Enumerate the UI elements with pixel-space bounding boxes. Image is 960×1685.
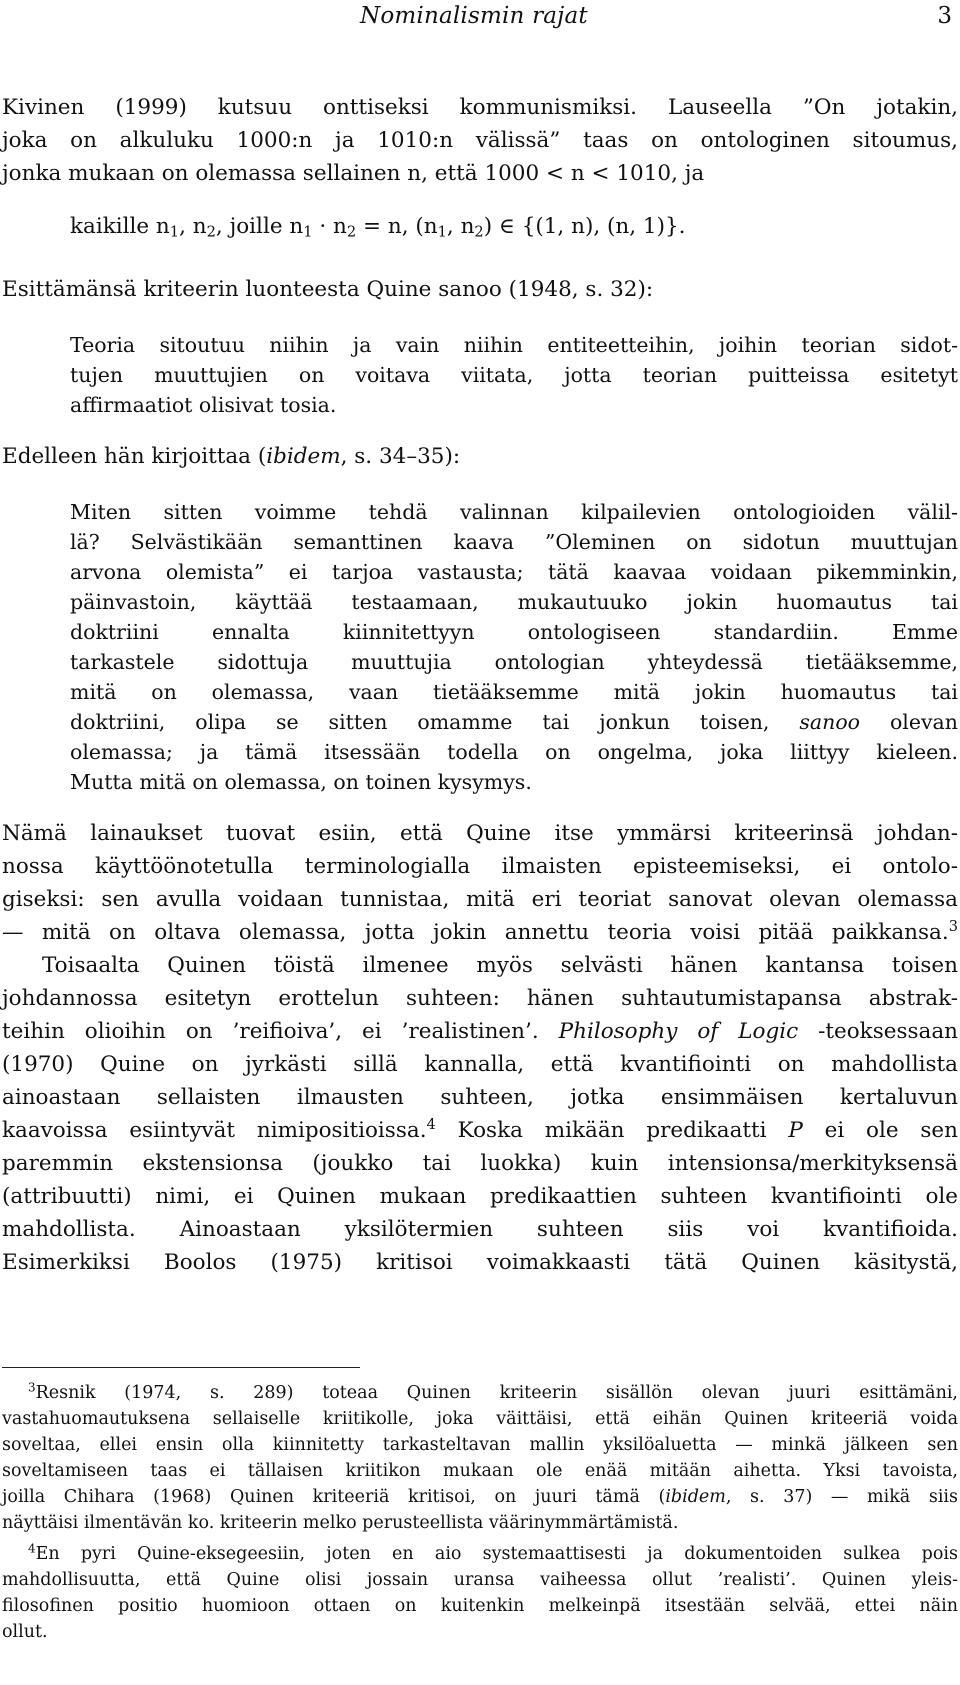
- formula-subscript: 1: [303, 223, 313, 241]
- footnote-line: näyttäisi ilmentävän ko. kriteerin melko perusteellista väärinymmärtämistä.: [2, 1513, 679, 1533]
- text-line: [2, 1019, 958, 1044]
- text-line: Esittämänsä kriteerin luonteesta Quine sanoo (1948, s. 32):: [2, 277, 654, 302]
- text-line: Kivinen (1999) kutsuu onttiseksi kommunismiksi. Lauseella ”On jotakin,: [2, 95, 958, 120]
- footnote-line: ollut.: [2, 1622, 48, 1642]
- page-number: 3: [937, 3, 952, 29]
- quote-line: [70, 710, 958, 734]
- formula-part: , joille n: [215, 214, 304, 239]
- text-span: Edelleen hän kirjoittaa (: [2, 444, 267, 469]
- italic-span: Philosophy of Logic: [558, 1019, 799, 1044]
- formula-subscript: 2: [346, 223, 357, 241]
- footnote-mark: 4: [28, 1541, 36, 1556]
- text-span: En pyri Quine-eksegeesiin, joten en aio systemaattisesti ja dokumentoiden sulkea pois: [35, 1544, 958, 1564]
- quote-line: olemassa; ja tämä itsessään todella on ongelma, joka liittyy kieleen.: [70, 740, 958, 764]
- text-line: [2, 917, 958, 945]
- text-span: Koska mikään predikaatti: [435, 1118, 789, 1143]
- text-span: Resnik (1974, s. 289) toteaa Quinen kriteerin sisällön olevan juuri esittämäni,: [35, 1383, 958, 1403]
- text-line: (attribuutti) nimi, ei Quinen mukaan predikaattien suhteen kvantifiointi ole: [2, 1184, 958, 1209]
- quote-line: affirmaatiot olisivat tosia.: [70, 393, 337, 417]
- text-span: teihin olioihin on ’reifioiva’, ei ’realistinen’.: [2, 1019, 559, 1044]
- italic-span: P: [788, 1118, 803, 1143]
- quote-line: tujen muuttujien on voitava viitata, jotta teorian puitteissa esitetyt: [70, 363, 958, 387]
- footnote-rule: [2, 1367, 360, 1368]
- formula-subscript: 2: [206, 223, 216, 241]
- running-title: Nominalismin rajat: [360, 3, 588, 29]
- text-span: , s. 34–35):: [340, 444, 461, 469]
- page-header: [0, 0, 960, 40]
- formula-part: , n: [446, 214, 475, 239]
- text-line-indented: Toisaalta Quinen töistä ilmenee myös selvästi hänen kantansa toisen: [42, 953, 958, 978]
- quote-line: päinvastoin, käyttää testaamaan, mukautuuko jokin huomautus tai: [70, 590, 958, 614]
- footnote-line: vastahuomautuksena sellaiselle kriitikolle, joka väittäisi, että eihän Quinen kriteeriä voida: [2, 1409, 958, 1429]
- text-line: [2, 444, 958, 469]
- italic-span: sanoo: [799, 710, 861, 734]
- quote-line: mitä on olemassa, vaan tietääksemme mitä jokin huomautus tai: [70, 680, 958, 704]
- footnote-line: [28, 1380, 958, 1403]
- text-span: , s. 37) — mikä siis: [725, 1487, 958, 1507]
- text-span: joilla Chihara (1968) Quinen kriteeriä kritisoi, on juuri tämä (: [2, 1487, 666, 1507]
- footnote-line: mahdollisuutta, että Quine olisi jossain uransa vaiheessa ollut ’realisti’. Quinen yleis-: [2, 1570, 958, 1590]
- quote-line: lä? Selvästikään semanttinen kaava ”Oleminen on sidotun muuttujan: [70, 530, 958, 554]
- formula-subscript: 2: [474, 223, 484, 241]
- quote-line: tarkastele sidottuja muuttujia ontologian yhteydessä tietääksemme,: [70, 650, 958, 674]
- text-span: — mitä on oltava olemassa, jotta jokin annettu teoria voisi pitää paikkansa.: [2, 920, 949, 945]
- footnote-line: soveltaa, ellei ensin olla kiinnitetty tarkasteltavan mallin yksilöaluetta — minkä jälkeen sen: [2, 1435, 958, 1455]
- italic-span: ibidem: [665, 1487, 726, 1507]
- formula-part: kaikille n: [70, 214, 170, 239]
- text-span: olevan: [860, 710, 958, 734]
- display-formula: [70, 214, 686, 239]
- text-line: johdannossa esitetyn erottelun suhteen: hänen suhtautumistapansa abstrak-: [2, 986, 958, 1011]
- text-line: Esimerkiksi Boolos (1975) kritisoi voimakkaasti tätä Quinen käsitystä,: [2, 1250, 958, 1275]
- italic-span: ibidem: [266, 444, 341, 469]
- text-line: giseksi: sen avulla voidaan tunnistaa, mitä eri teoriat sanovat olevan olemassa: [2, 887, 958, 912]
- text-span: -teoksessaan: [798, 1019, 958, 1044]
- footnote-line: soveltamiseen taas ei tällaisen kriitikon mukaan ole enää mitään aihetta. Yksi tavoista,: [2, 1461, 958, 1481]
- text-line: paremmin ekstensionsa (joukko tai luokka) kuin intensionsa/merkityksensä: [2, 1151, 958, 1176]
- quote-line: arvona olemista” ei tarjoa vastausta; tätä kaavaa voidaan pikemminkin,: [70, 560, 958, 584]
- quote-line: Mutta mitä on olemassa, on toinen kysymys.: [70, 770, 532, 794]
- formula-part: , n: [179, 214, 207, 239]
- quote-line: Miten sitten voimme tehdä valinnan kilpailevien ontologioiden välil-: [70, 500, 958, 524]
- footnote-mark: 3: [28, 1380, 36, 1395]
- text-line: mahdollista. Ainoastaan yksilötermien suhteen siis voi kvantifioida.: [2, 1217, 958, 1242]
- formula-subscript: 1: [169, 223, 180, 241]
- footnote-line: filosofinen positio huomioon ottaen on kuitenkin melkeinpä itsestään selvää, ettei näin: [2, 1596, 958, 1616]
- text-line: ainoastaan sellaisten ilmausten suhteen, jotka ensimmäisen kertaluvun: [2, 1085, 958, 1110]
- footnote-line: [2, 1487, 958, 1507]
- text-span: kaavoissa esiintyvät nimipositioissa.: [2, 1118, 427, 1143]
- text-span: doktriini, olipa se sitten omamme tai jonkun toisen,: [70, 710, 800, 734]
- formula-part: · n: [312, 214, 347, 239]
- text-line: joka on alkuluku 1000:n ja 1010:n välissä” taas on ontologinen sitoumus,: [2, 128, 958, 153]
- quote-line: doktriini ennalta kiinnitettyyn ontologiseen standardiin. Emme: [70, 620, 958, 644]
- text-line: Nämä lainaukset tuovat esiin, että Quine itse ymmärsi kriteerinsä johdan-: [2, 821, 958, 846]
- footnote-line: [28, 1541, 958, 1564]
- text-line: (1970) Quine on jyrkästi sillä kannalla, että kvantifiointi on mahdollista: [2, 1052, 958, 1077]
- formula-subscript: 1: [437, 223, 447, 241]
- text-line: nossa käyttöönotetulla terminologialla ilmaisten episteemiseksi, ei ontolo-: [2, 854, 958, 879]
- text-line: [2, 1115, 958, 1143]
- formula-part: = n, (n: [356, 214, 438, 239]
- text-span: ei ole sen: [802, 1118, 958, 1143]
- footnote-ref[interactable]: 3: [948, 917, 958, 935]
- footnote-ref[interactable]: 4: [426, 1115, 436, 1133]
- text-line: jonka mukaan on olemassa sellainen n, että 1000 < n < 1010, ja: [2, 161, 705, 186]
- quote-line: Teoria sitoutuu niihin ja vain niihin entiteetteihin, joihin teorian sidot-: [70, 333, 958, 357]
- formula-part: ) ∈ {(1, n), (n, 1)}.: [483, 214, 686, 239]
